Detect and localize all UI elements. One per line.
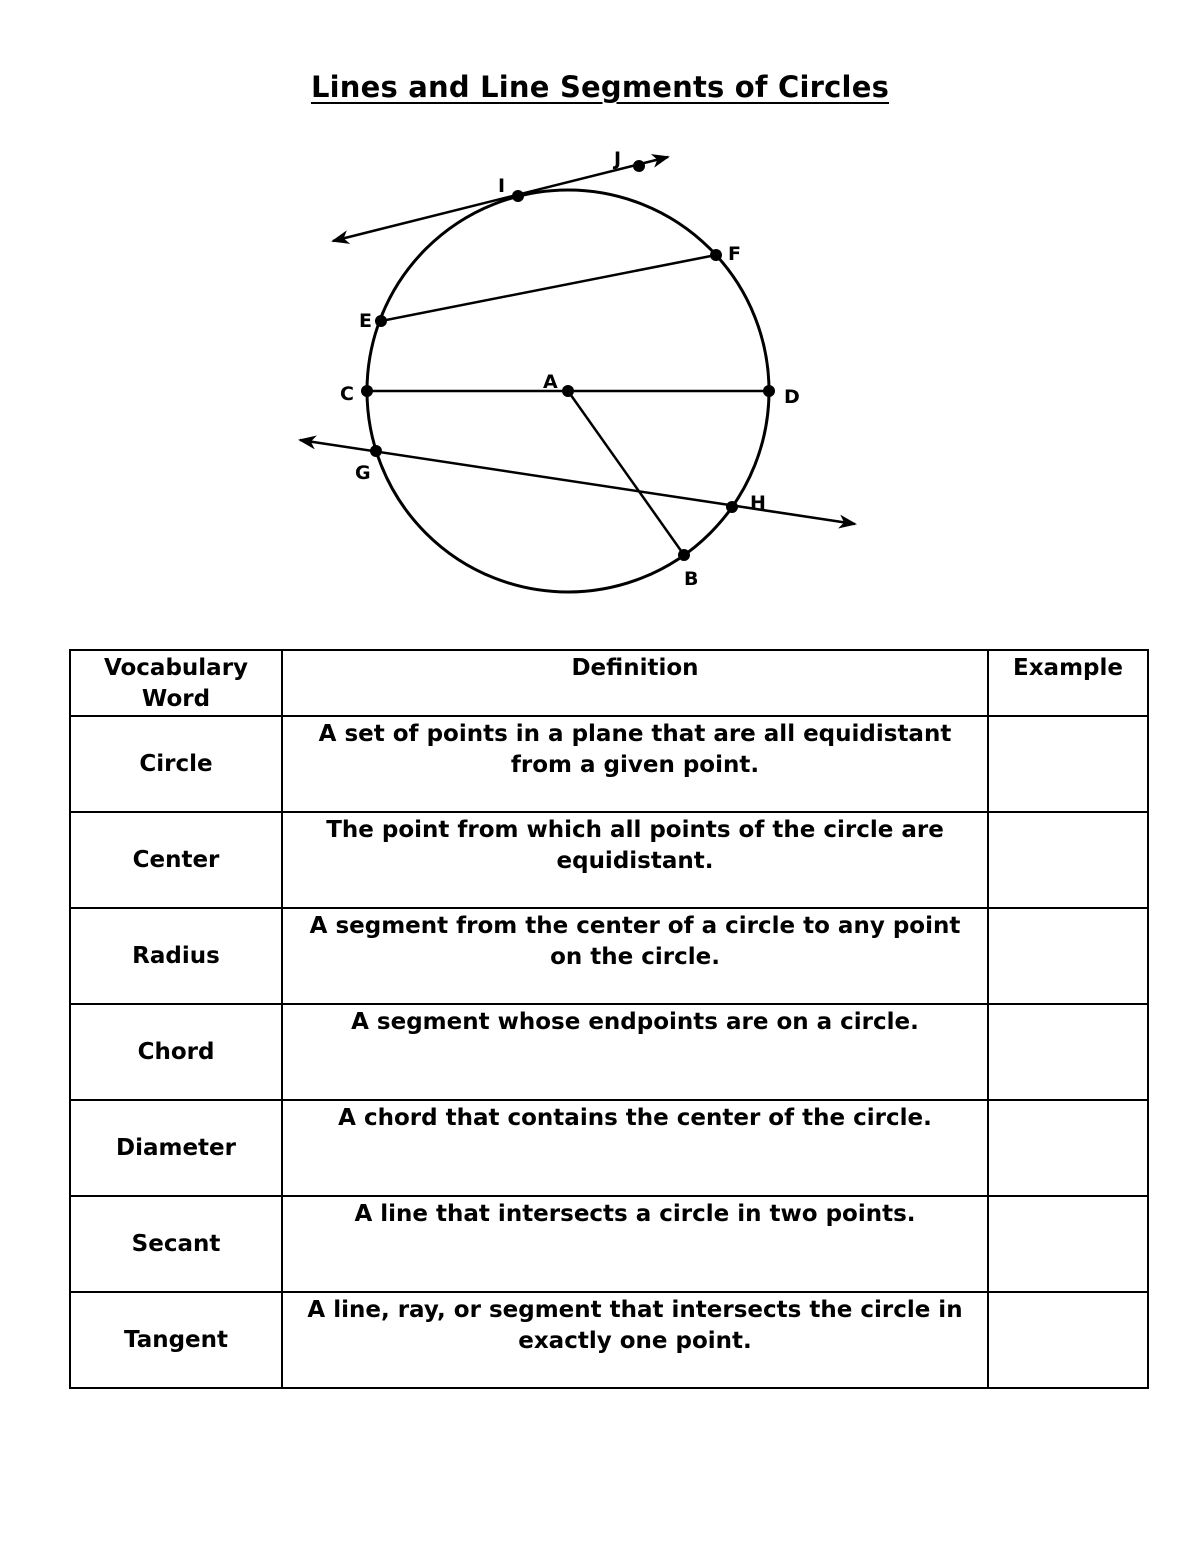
point-c xyxy=(361,385,373,397)
header-definition: Definition xyxy=(282,650,988,716)
example-cell[interactable] xyxy=(988,716,1148,812)
vocab-word: Secant xyxy=(70,1196,282,1292)
table-row xyxy=(70,1004,1148,1100)
vocab-word: Chord xyxy=(70,1004,282,1100)
vocab-definition: A chord that contains the center of the circle. xyxy=(282,1100,988,1196)
secant-line-gh xyxy=(300,440,855,524)
point-b xyxy=(678,549,690,561)
point-e xyxy=(375,315,387,327)
vocab-word: Diameter xyxy=(70,1100,282,1196)
point-h xyxy=(726,501,738,513)
example-cell[interactable] xyxy=(988,1004,1148,1100)
vocab-definition: The point from which all points of the circle are equidistant. xyxy=(282,812,988,908)
header-example: Example xyxy=(988,650,1148,716)
label-d: D xyxy=(784,386,800,408)
label-h: H xyxy=(750,492,766,514)
vocab-word: Center xyxy=(70,812,282,908)
circle-diagram xyxy=(0,0,1200,620)
vocab-definition: A segment from the center of a circle to any point on the circle. xyxy=(282,908,988,1004)
example-cell[interactable] xyxy=(988,1196,1148,1292)
chord-ef xyxy=(381,255,716,321)
table-row xyxy=(70,1292,1148,1388)
example-cell[interactable] xyxy=(988,908,1148,1004)
point-j xyxy=(633,160,645,172)
vocab-word: Circle xyxy=(70,716,282,812)
vocab-definition: A segment whose endpoints are on a circle. xyxy=(282,1004,988,1100)
label-b: B xyxy=(684,568,699,590)
vocab-word: Radius xyxy=(70,908,282,1004)
example-cell[interactable] xyxy=(988,812,1148,908)
label-g: G xyxy=(355,462,371,484)
vocab-definition: A line that intersects a circle in two points. xyxy=(282,1196,988,1292)
label-e: E xyxy=(359,310,372,332)
point-d xyxy=(763,385,775,397)
header-vocabulary-word: Vocabulary Word xyxy=(70,650,282,716)
point-i xyxy=(512,190,524,202)
label-a: A xyxy=(543,371,558,393)
vocab-definition: A line, ray, or segment that intersects the circle in exactly one point. xyxy=(282,1292,988,1388)
table-row xyxy=(70,812,1148,908)
example-cell[interactable] xyxy=(988,1292,1148,1388)
vocab-word: Tangent xyxy=(70,1292,282,1388)
table-row xyxy=(70,1100,1148,1196)
point-g xyxy=(370,445,382,457)
radius-ab xyxy=(568,391,684,555)
table-row xyxy=(70,908,1148,1004)
label-c: C xyxy=(340,383,354,405)
label-f: F xyxy=(728,243,741,265)
label-j: J xyxy=(614,148,622,170)
table-row xyxy=(70,716,1148,812)
vocabulary-table xyxy=(69,649,1149,1389)
vocab-definition: A set of points in a plane that are all equidistant from a given point. xyxy=(282,716,988,812)
table-header-row xyxy=(70,650,1148,716)
point-f xyxy=(710,249,722,261)
label-i: I xyxy=(498,175,506,197)
point-a xyxy=(562,385,574,397)
example-cell[interactable] xyxy=(988,1100,1148,1196)
table-row xyxy=(70,1196,1148,1292)
page-title: Lines and Line Segments of Circles xyxy=(310,70,890,104)
